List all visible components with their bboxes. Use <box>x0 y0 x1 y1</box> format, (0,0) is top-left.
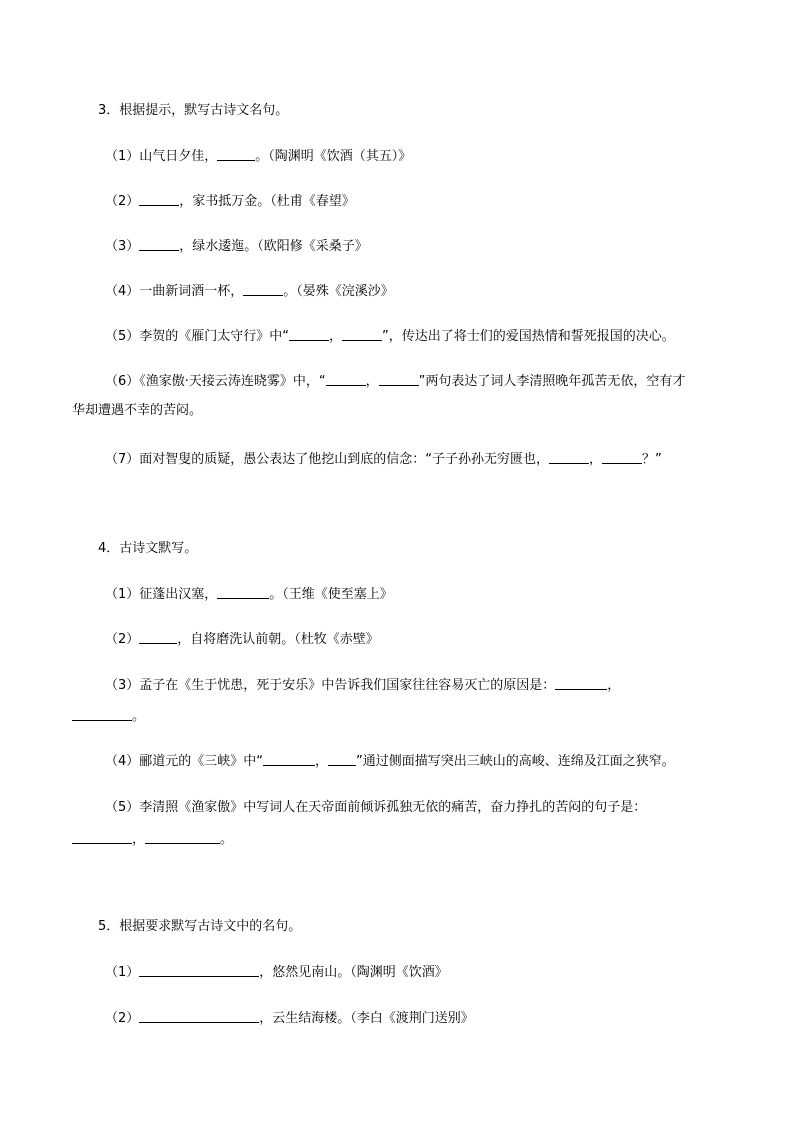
answer-blank[interactable] <box>145 830 220 844</box>
q4-item-5 <box>0 799 794 817</box>
separator: ， <box>315 754 329 769</box>
q3-title <box>0 102 794 120</box>
answer-blank[interactable] <box>139 192 179 206</box>
period: 。 <box>220 832 234 847</box>
q5-item-2-text: ，云生结海楼。（李白《渡荆门送别》 <box>259 1011 474 1026</box>
q4-item-5-continuation <box>0 830 794 848</box>
answer-blank[interactable] <box>602 450 642 464</box>
period: 。 <box>132 709 146 724</box>
separator: ， <box>329 329 343 344</box>
q4-title-text: 4．古诗文默写。 <box>98 541 198 556</box>
q4-item-3-continuation <box>0 707 794 725</box>
q3-title-text: 3．根据提示，默写古诗文名句。 <box>98 103 289 118</box>
answer-blank[interactable] <box>139 237 179 251</box>
separator: ， <box>365 374 379 389</box>
q3-item-7 <box>0 450 794 468</box>
q3-item-7-text: （7）面对智叟的质疑，愚公表达了他挖山到底的信念：“子子孙孙无穷匮也， <box>105 452 550 467</box>
q3-item-1 <box>0 147 794 165</box>
answer-blank[interactable] <box>549 450 589 464</box>
q3-item-4-source: 。（晏殊《浣溪沙》 <box>283 284 394 299</box>
q3-item-2 <box>0 192 794 210</box>
q3-item-5-text: （5）李贺的《雁门太守行》中“ <box>105 329 290 344</box>
q4-item-4-text: （4）郦道元的《三峡》中“ <box>105 754 264 769</box>
q3-item-2-number: （2） <box>105 194 140 209</box>
q4-item-1-source: 。（王维《使至塞上》 <box>269 587 393 602</box>
q5-item-1-number: （1） <box>105 965 140 980</box>
q3-item-3-text: ，绿水逶迤。（欧阳修《采桑子》 <box>179 239 368 254</box>
q4-item-2-text: ，自将磨洗认前朝。（杜牧《赤壁》 <box>177 632 379 647</box>
answer-blank[interactable] <box>139 963 259 977</box>
q4-item-2-number: （2） <box>105 632 140 647</box>
q3-item-5-text-end: ”，传达出了将士们的爱国热情和誓死报国的决心。 <box>382 329 675 344</box>
separator: ， <box>132 832 146 847</box>
answer-blank[interactable] <box>217 147 255 161</box>
answer-blank[interactable] <box>243 282 283 296</box>
answer-blank[interactable] <box>326 372 366 386</box>
separator: ， <box>607 678 621 693</box>
q5-item-2 <box>0 1009 794 1027</box>
separator: ， <box>589 452 603 467</box>
q4-item-1-text: （1）征蓬出汉塞， <box>105 587 218 602</box>
q4-item-4-text-end: ”通过侧面描写突出三峡山的高峻、连绵及江面之狭窄。 <box>356 754 675 769</box>
q3-item-2-text: ，家书抵万金。（杜甫《春望》 <box>179 194 355 209</box>
answer-blank[interactable] <box>139 630 177 644</box>
q3-item-4-text: （4）一曲新词酒一杯， <box>105 284 244 299</box>
answer-blank[interactable] <box>72 707 132 721</box>
q3-item-1-text: （1）山气日夕佳， <box>105 149 218 164</box>
answer-blank[interactable] <box>72 830 132 844</box>
q3-item-5 <box>0 327 794 345</box>
answer-blank[interactable] <box>379 372 419 386</box>
q4-item-1 <box>0 585 794 603</box>
q5-item-1 <box>0 963 794 981</box>
answer-blank[interactable] <box>263 752 315 766</box>
q4-item-3-text: （3）孟子在《生于忧患，死于安乐》中告诉我们国家往往容易灭亡的原因是： <box>105 678 556 693</box>
q3-item-3 <box>0 237 794 255</box>
q5-title <box>0 918 794 936</box>
answer-blank[interactable] <box>139 1009 259 1023</box>
q3-item-6-continuation <box>0 402 794 420</box>
q3-item-3-number: （3） <box>105 239 140 254</box>
q3-item-6 <box>0 372 794 390</box>
answer-blank[interactable] <box>328 752 356 766</box>
q4-item-4 <box>0 752 794 770</box>
q4-item-2 <box>0 630 794 648</box>
q5-item-1-text: ，悠然见南山。（陶渊明《饮酒》 <box>259 965 448 980</box>
q3-item-4 <box>0 282 794 300</box>
q4-title <box>0 540 794 558</box>
q5-item-2-number: （2） <box>105 1011 140 1026</box>
answer-blank[interactable] <box>217 585 269 599</box>
q3-item-1-source: 。（陶渊明《饮酒（其五）》 <box>255 149 412 164</box>
answer-blank[interactable] <box>555 676 607 690</box>
answer-blank[interactable] <box>342 327 382 341</box>
q4-item-5-text: （5）李清照《渔家傲》中写词人在天帝面前倾诉孤独无依的痛苦，奋力挣扎的苦闷的句子是： <box>105 800 647 815</box>
q3-item-6-text-cont: 华却遭遇不幸的苦闷。 <box>72 403 203 418</box>
q3-item-6-text: （6）《渔家傲·天接云涛连晓雾》中，“ <box>105 374 326 389</box>
q3-item-6-text-end: ”两句表达了词人李清照晚年孤苦无依，空有才 <box>418 374 686 389</box>
answer-blank[interactable] <box>289 327 329 341</box>
q4-item-3 <box>0 676 794 694</box>
q3-item-7-text-end: ？” <box>642 452 662 467</box>
q5-title-text: 5．根据要求默写古诗文中的名句。 <box>98 919 302 934</box>
